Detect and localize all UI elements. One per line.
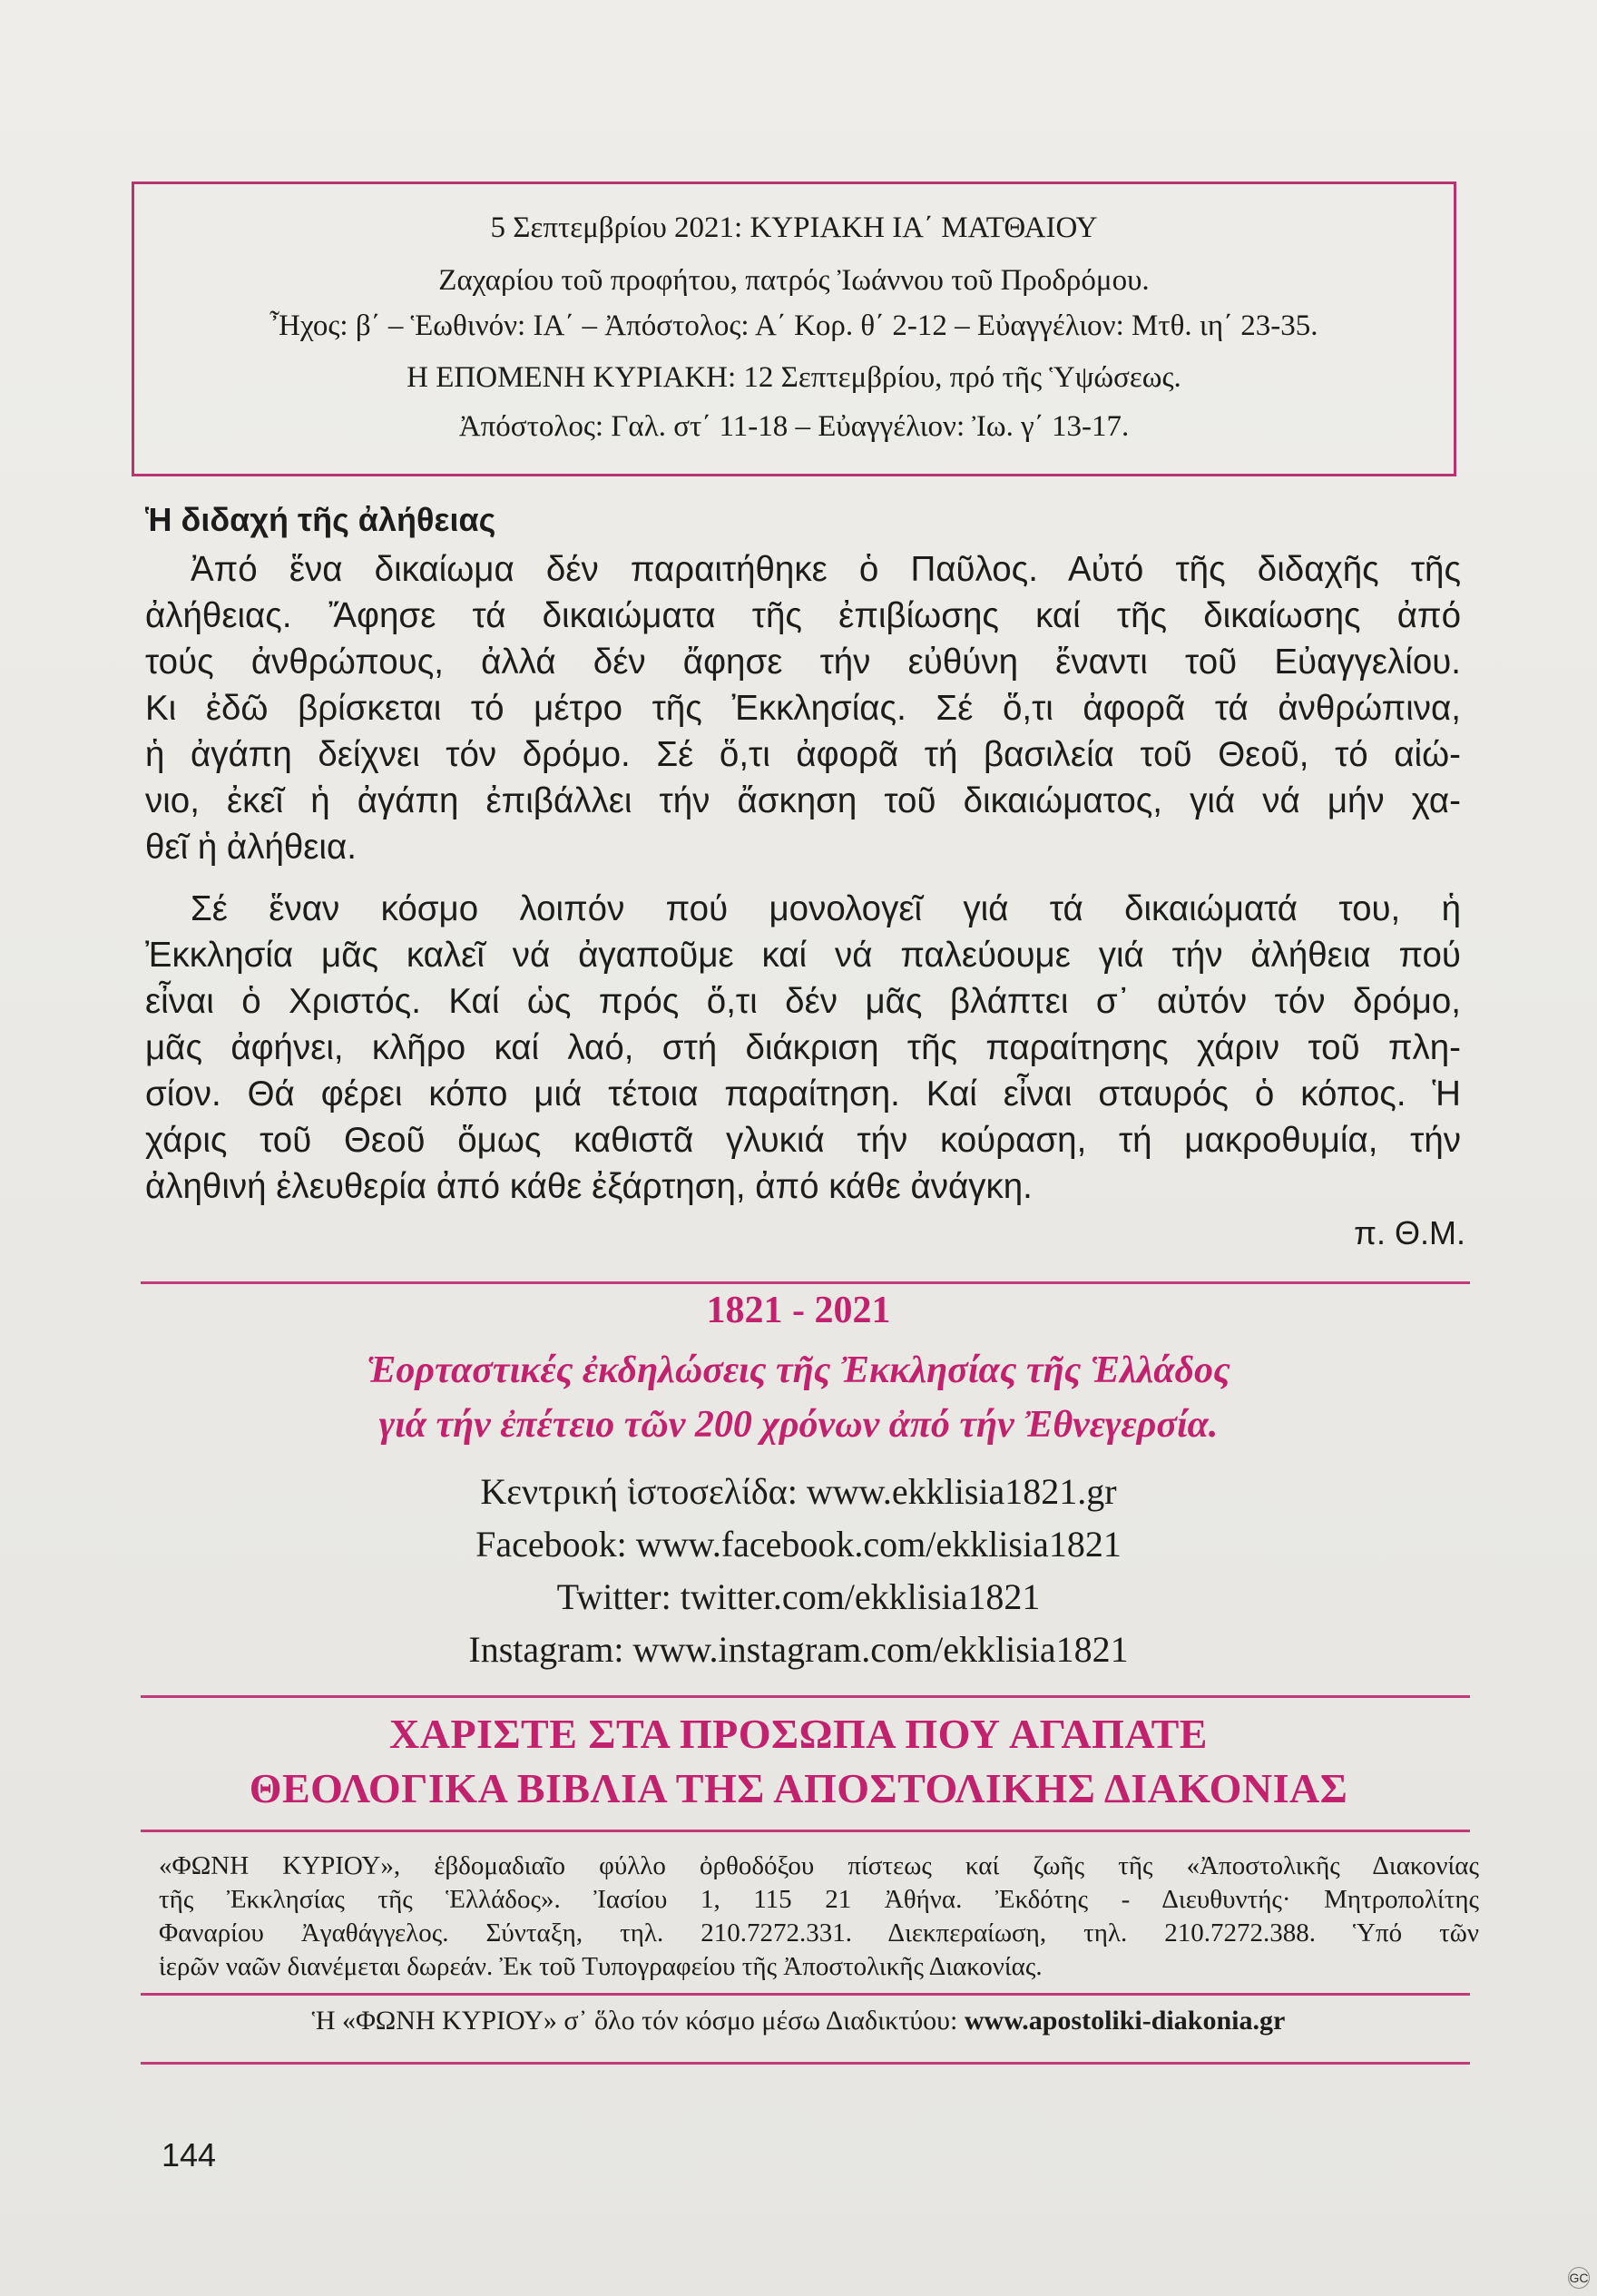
colophon-line: ἱερῶν ναῶν διανέμεται δωρεάν. Ἐκ τοῦ Τυπογραφείου τῆς Ἀποστολικῆς Διακονίας.: [159, 1952, 1043, 1981]
info-line-next-readings: Ἀπόστολος: Γαλ. στ΄ 11-18 – Εὐαγγέλιον: Ἰω. γ΄ 13-17.: [458, 410, 1130, 443]
anniversary-title-line-2: γιά τήν ἐπέτειο τῶν 200 χρόνων ἀπό τήν Ἐθνεγερσία.: [378, 1404, 1219, 1446]
info-line-date: 5 Σεπτεμβρίου 2021: ΚΥΡΙΑΚΗ ΙΑ΄ ΜΑΤΘΑΙΟΥ: [490, 211, 1098, 244]
web-notice: [0, 2006, 1597, 2036]
article-paragraph-1: [145, 546, 1461, 870]
info-line-readings: Ἦχος: β΄ – Ἑωθινόν: ΙΑ΄ – Ἀπόστολος: Α΄ Κορ. θ΄ 2-12 – Εὐαγγέλιον: Μτθ. ιη΄ 23-35.: [269, 309, 1318, 342]
paragraph-line: μᾶς ἀφήνει, κλῆρο καί λαό, στή διάκριση τῆς παραίτησης χάριν τοῦ πλη-: [145, 1028, 1461, 1067]
promo-line-1: ΧΑΡΙΣΤΕ ΣΤΑ ΠΡΟΣΩΠΑ ΠΟΥ ΑΓΑΠΑΤΕ: [389, 1711, 1208, 1757]
info-line-next-sunday: Η ΕΠΟΜΕΝΗ ΚΥΡΙΑΚΗ: 12 Σεπτεμβρίου, πρό τῆς Ὑψώσεως.: [407, 361, 1181, 394]
anniversary-years: 1821 - 2021: [706, 1290, 891, 1331]
paragraph-line: εἶναι ὁ Χριστός. Καί ὡς πρός ὅ,τι δέν μᾶς βλάπτει σ᾽ αὐτόν τόν δρόμο,: [145, 982, 1461, 1021]
link-facebook[interactable]: Facebook: www.facebook.com/ekklisia1821: [475, 1524, 1122, 1565]
paragraph-line: νιο, ἐκεῖ ἡ ἀγάπη ἐπιβάλλει τήν ἄσκηση τοῦ δικαιώματος, γιά νά μήν χα-: [145, 781, 1461, 820]
divider-rule: [141, 2062, 1470, 2065]
info-line-saint: Ζαχαρίου τοῦ προφήτου, πατρός Ἰωάννου τοῦ Προδρόμου.: [438, 264, 1150, 297]
promo-line-2: ΘΕΟΛΟΓΙΚΑ ΒΙΒΛΙΑ ΤΗΣ ΑΠΟΣΤΟΛΙΚΗΣ ΔΙΑΚΟΝΙΑΣ: [249, 1765, 1348, 1811]
divider-rule: [141, 1830, 1470, 1832]
link-instagram[interactable]: Instagram: www.instagram.com/ekklisia1821: [468, 1629, 1129, 1670]
corner-mark: GC: [1568, 2267, 1590, 2289]
anniversary-title-line-1: Ἑορταστικές ἐκδηλώσεις τῆς Ἐκκλησίας τῆς Ἑλλάδος: [367, 1349, 1230, 1391]
colophon-line: τῆς Ἐκκλησίας τῆς Ἑλλάδος». Ἰασίου 1, 115 21 Ἀθήνα. Ἐκδότης - Διευθυντής· Μητροπολίτης: [159, 1885, 1479, 1914]
paragraph-line: Σέ ἕναν κόσμο λοιπόν πού μονολογεῖ γιά τά δικαιώματά του, ἡ: [191, 889, 1461, 928]
web-notice-text: Ἡ «ΦΩΝΗ ΚΥΡΙΟΥ» σ᾽ ὅλο τόν κόσμο μέσω Διαδικτύου:: [311, 2006, 965, 2036]
colophon-line: «ΦΩΝΗ ΚΥΡΙΟΥ», ἑβδομαδιαῖο φύλλο ὀρθοδόξου πίστεως καί ζωῆς τῆς «Ἀποστολικῆς Διακονίας: [159, 1851, 1479, 1880]
link-website[interactable]: Κεντρική ἱστοσελίδα: www.ekklisia1821.gr: [480, 1471, 1117, 1512]
paragraph-line: ἀληθινή ἐλευθερία ἀπό κάθε ἐξάρτηση, ἀπό κάθε ἀνάγκη.: [145, 1167, 1033, 1206]
liturgical-info-box: [132, 182, 1456, 476]
web-url-link[interactable]: www.apostoliki-diakonia.gr: [964, 2006, 1286, 2036]
paragraph-line: ἀλήθειας. Ἄφησε τά δικαιώματα τῆς ἐπιβίωσης καί τῆς δικαίωσης ἀπό: [145, 596, 1461, 635]
paragraph-line: Ἐκκλησία μᾶς καλεῖ νά ἀγαποῦμε καί νά παλεύουμε γιά τήν ἀλήθεια πού: [145, 936, 1461, 975]
colophon: [159, 1850, 1479, 1984]
divider-rule: [141, 1993, 1470, 1996]
article-title: Ἡ διδαχή τῆς ἀλήθειας: [145, 501, 496, 538]
divider-rule: [141, 1281, 1470, 1284]
page-number: 144: [162, 2136, 217, 2173]
paragraph-line: θεῖ ἡ ἀλήθεια.: [145, 828, 357, 867]
article-signature: π. Θ.Μ.: [1354, 1214, 1465, 1251]
paragraph-line: τούς ἀνθρώπους, ἀλλά δέν ἄφησε τήν εὐθύνη ἔναντι τοῦ Εὐαγγελίου.: [145, 643, 1461, 682]
paragraph-line: χάρις τοῦ Θεοῦ ὅμως καθιστᾶ γλυκιά τήν κούραση, τή μακροθυμία, τήν: [145, 1121, 1461, 1160]
paragraph-line: Ἀπό ἕνα δικαίωμα δέν παραιτήθηκε ὁ Παῦλος. Αὐτό τῆς διδαχῆς τῆς: [191, 550, 1461, 589]
paragraph-line: Κι ἐδῶ βρίσκεται τό μέτρο τῆς Ἐκκλησίας. Σέ ὅ,τι ἀφορᾶ τά ἀνθρώπινα,: [145, 689, 1461, 728]
paragraph-line: ἡ ἀγάπη δείχνει τόν δρόμο. Σέ ὅ,τι ἀφορᾶ τή βασιλεία τοῦ Θεοῦ, τό αἰώ-: [145, 735, 1461, 774]
divider-rule: [141, 1695, 1470, 1698]
paragraph-line: σίον. Θά φέρει κόπο μιά τέτοια παραίτηση. Καί εἶναι σταυρός ὁ κόπος. Ἡ: [145, 1074, 1461, 1114]
link-twitter[interactable]: Twitter: twitter.com/ekklisia1821: [556, 1576, 1041, 1617]
article-paragraph-2: [145, 886, 1461, 1210]
colophon-line: Φαναρίου Ἀγαθάγγελος. Σύνταξη, τηλ. 210.7272.331. Διεκπεραίωση, τηλ. 210.7272.388. Ὑπό τῶν: [159, 1918, 1479, 1948]
